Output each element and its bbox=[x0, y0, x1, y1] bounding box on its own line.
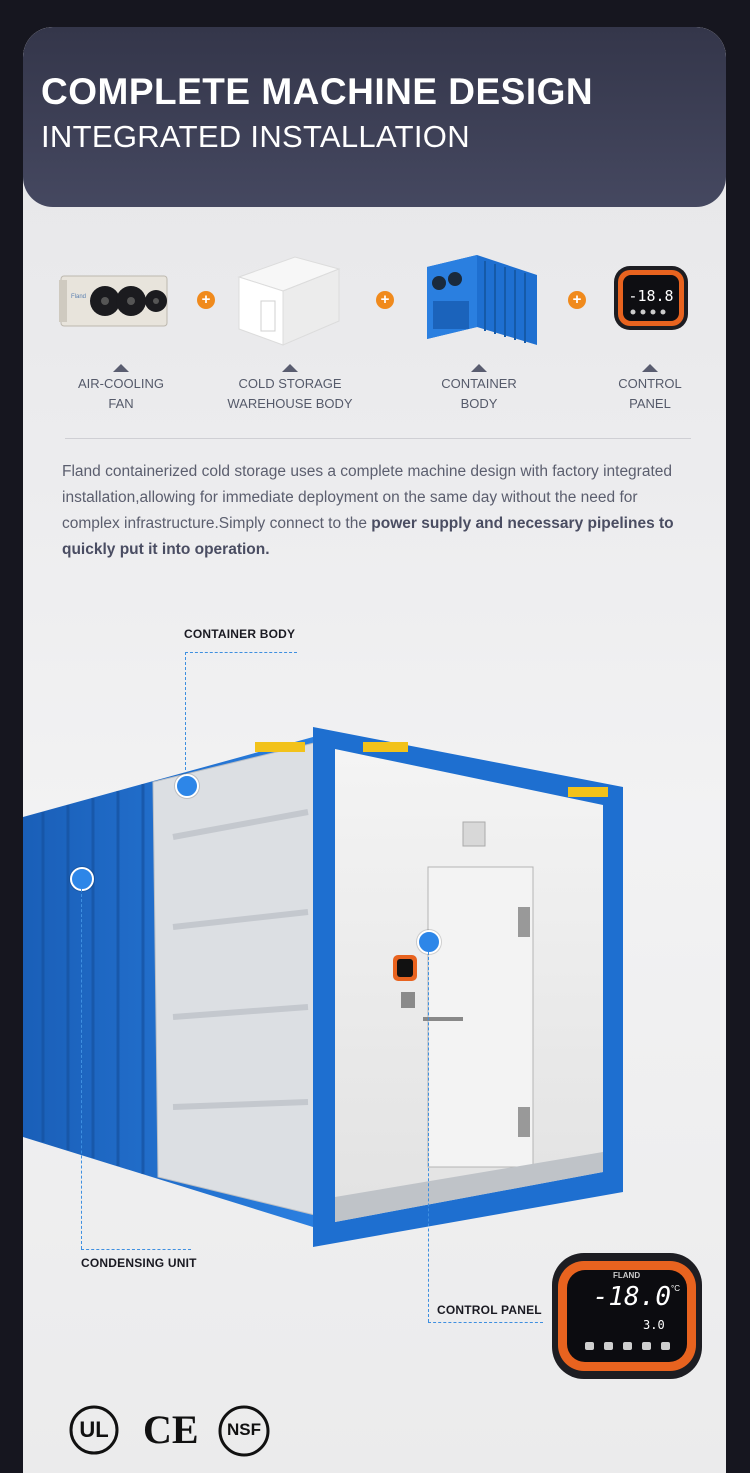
control-panel-icon bbox=[613, 265, 689, 331]
pointer-triangle-icon bbox=[642, 364, 658, 372]
component-label-fan: AIR-COOLING FAN bbox=[78, 376, 164, 411]
panel-unit: °C bbox=[671, 1284, 680, 1293]
header-banner bbox=[23, 27, 726, 207]
callout-condensing-unit: CONDENSING UNIT bbox=[81, 1256, 197, 1270]
nsf-certification-icon: NSF bbox=[218, 1405, 270, 1457]
plus-icon: + bbox=[376, 291, 394, 309]
shipping-container-icon bbox=[423, 253, 539, 349]
panel-main-reading: -18.0 bbox=[592, 1282, 671, 1312]
hotspot-condensing-unit[interactable] bbox=[70, 867, 94, 891]
pointer-triangle-icon bbox=[113, 364, 129, 372]
svg-text:-18.8: -18.8 bbox=[628, 287, 674, 305]
pointer-triangle-icon bbox=[471, 364, 487, 372]
callout-leader-line bbox=[185, 652, 186, 785]
panel-secondary-reading: 3.0 bbox=[643, 1318, 665, 1332]
callout-leader-line bbox=[428, 952, 429, 1322]
divider bbox=[65, 438, 691, 439]
callout-container-body: CONTAINER BODY bbox=[184, 627, 296, 641]
component-label-control: CONTROL PANEL bbox=[618, 376, 682, 411]
callout-leader-line bbox=[81, 1249, 191, 1250]
control-panel-closeup bbox=[551, 1252, 703, 1380]
callout-leader-line bbox=[185, 652, 297, 653]
page-subtitle: INTEGRATED INSTALLATION bbox=[41, 119, 470, 154]
hotspot-container-body[interactable] bbox=[175, 774, 199, 798]
ul-certification-icon: UL bbox=[69, 1405, 119, 1455]
pointer-triangle-icon bbox=[282, 364, 298, 372]
product-card bbox=[23, 27, 726, 1473]
cold-storage-box-icon bbox=[235, 255, 341, 347]
component-label-container: CONTAINER BODY bbox=[441, 376, 517, 411]
description-text: Fland containerized cold storage uses a complete machine design with factory integrated installation,allowing for immediate deployment on the same day without the need for complex infrastructure.Simply connect to the power supply and necessary pipelines to quickly put it into operation. bbox=[62, 463, 674, 558]
panel-brand: FLAND bbox=[613, 1271, 641, 1280]
hotspot-control-panel[interactable] bbox=[417, 930, 441, 954]
container-illustration bbox=[23, 687, 726, 1287]
plus-icon: + bbox=[197, 291, 215, 309]
callout-control-panel: CONTROL PANEL bbox=[437, 1303, 542, 1317]
callout-leader-line bbox=[428, 1322, 543, 1323]
svg-text:Fland: Fland bbox=[71, 294, 87, 300]
air-cooling-fan-icon bbox=[59, 272, 171, 330]
plus-icon: + bbox=[568, 291, 586, 309]
page-title: COMPLETE MACHINE DESIGN bbox=[41, 71, 594, 112]
component-label-warehouse: COLD STORAGE WAREHOUSE BODY bbox=[227, 376, 353, 411]
ce-certification-icon: CE bbox=[143, 1407, 199, 1452]
callout-leader-line bbox=[81, 889, 82, 1249]
